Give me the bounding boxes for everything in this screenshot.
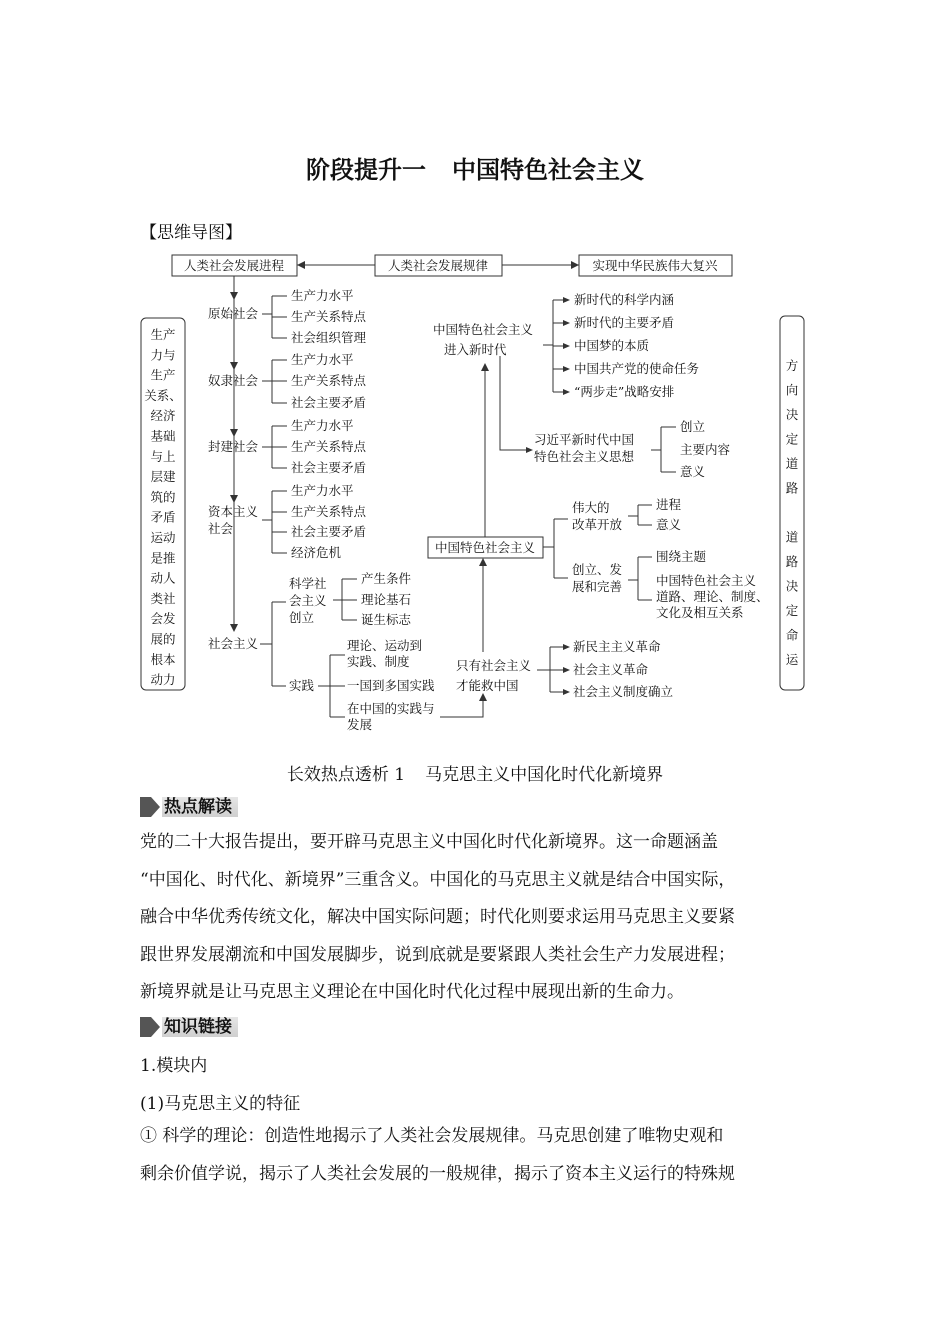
note-line: 生产 (150, 367, 176, 383)
new-era-name: 进入新时代 (444, 342, 507, 357)
note-line: 与上 (150, 448, 176, 464)
mindmap-label: 【思维导图】 (140, 223, 242, 243)
top-left-text: 人类社会发展进程 (183, 258, 285, 273)
note-line: 定 (785, 431, 799, 447)
hotspot-line: 融合中华优秀传统文化，解决中国实际问题；时代化则要求运用马克思主义要紧 (140, 907, 735, 927)
development-item: 道路、理论、制度、 (656, 589, 769, 604)
title-part1: 阶段提升一 (306, 156, 426, 184)
cs-box-text: 中国特色社会主义 (434, 540, 536, 555)
stage-item: 生产力水平 (291, 418, 354, 433)
new-era-item: 中国共产党的使命任务 (574, 361, 700, 376)
note-line: 力与 (150, 347, 176, 363)
arrow-head (563, 667, 570, 673)
note-line: 动力 (150, 672, 176, 688)
only-socialism-item: 社会主义制度确立 (573, 684, 674, 699)
new-era-name: 中国特色社会主义 (433, 322, 534, 337)
hotspot-heading-text: 热点解读 (162, 797, 238, 817)
founding-name: 会主义 (289, 593, 327, 608)
stage-item: 生产关系特点 (291, 439, 367, 454)
stage-item: 经济危机 (291, 545, 342, 560)
title-part2: 中国特色社会主义 (452, 156, 644, 184)
reform-name: 伟大的 (572, 500, 610, 515)
line-to-xi-thought (500, 356, 530, 450)
development-item: 围绕主题 (656, 549, 707, 564)
arrow-head (479, 693, 487, 701)
arrow-head (563, 297, 570, 303)
stage-name: 封建社会 (208, 439, 259, 454)
xi-thought-name: 特色社会主义思想 (534, 449, 635, 464)
arrow-head (526, 447, 533, 453)
stage-item: 社会主要矛盾 (291, 395, 367, 410)
hotspot-line: 跟世界发展潮流和中国发展脚步，说到底就是要紧跟人类社会生产力发展进程； (140, 944, 735, 965)
note-line: 会发 (150, 611, 176, 627)
hotspot-line: 党的二十大报告提出，要开辟马克思主义中国化时代化新境界。这一命题涵盖 (140, 832, 718, 852)
subtitle-part2: 马克思主义中国化时代化新境界 (425, 765, 664, 785)
note-line: 经济 (150, 408, 176, 424)
practice-item: 在中国的实践与 (347, 701, 435, 716)
arrow-head (230, 624, 238, 632)
stage-name: 社会 (208, 521, 234, 536)
note-line: 决 (785, 578, 799, 594)
founding-item: 理论基石 (361, 592, 412, 607)
subtitle-part1: 长效热点透析 1 (286, 765, 406, 785)
knowledge-heading-text: 知识链接 (162, 1017, 238, 1037)
reform-item: 意义 (656, 517, 682, 532)
development-item: 文化及相互关系 (656, 605, 744, 620)
stage-name: 奴隶社会 (208, 373, 259, 388)
knowledge-sub1: 1.模块内 (140, 1056, 208, 1076)
section-subtitle (0, 760, 950, 785)
note-line: 关系、 (144, 387, 182, 403)
note-line: 道 (785, 529, 799, 545)
hotspot-heading (140, 796, 238, 818)
note-line: 生产 (150, 327, 176, 342)
knowledge-paragraph (140, 1118, 840, 1193)
stage-item: 生产力水平 (291, 352, 354, 367)
founding-item: 诞生标志 (361, 612, 412, 627)
note-line: 定 (785, 603, 799, 618)
founding-name: 科学社 (289, 576, 327, 591)
reform-name: 改革开放 (572, 517, 623, 532)
note-line: 展的 (150, 631, 176, 647)
xi-thought-name: 习近平新时代中国 (534, 432, 635, 447)
new-era-item: 中国梦的本质 (574, 338, 650, 353)
note-line: 方 (785, 358, 799, 373)
arrow-head (563, 366, 570, 372)
note-line: 运 (785, 652, 799, 667)
note-line: 是推 (150, 550, 176, 566)
only-socialism-name: 只有社会主义 (456, 658, 532, 673)
note-line: 决 (785, 407, 799, 422)
stage-item: 生产力水平 (291, 483, 354, 498)
knowledge-line: 剩余价值学说，揭示了人类社会发展的一般规律，揭示了资本主义运行的特殊规 (140, 1163, 735, 1184)
heading-marker-icon (140, 797, 160, 817)
development-name: 创立、发 (572, 562, 623, 577)
practice-name: 实践 (289, 678, 315, 693)
practice-item: 实践、制度 (347, 654, 410, 669)
arrow-head (563, 389, 570, 395)
hotspot-line: “中国化、时代化、新境界”三重含义。中国化的马克思主义就是结合中国实际， (140, 869, 736, 890)
arrow-head (563, 343, 570, 349)
stage-name: 原始社会 (208, 306, 259, 321)
arrow-head (479, 558, 487, 566)
knowledge-sub2: (1)马克思主义的特征 (140, 1094, 301, 1114)
knowledge-line: ① 科学的理论：创造性地揭示了人类社会发展规律。马克思创建了唯物史观和 (140, 1126, 724, 1146)
xi-thought-item: 意义 (680, 464, 706, 479)
note-line: 命 (785, 627, 799, 643)
arrow-head (481, 363, 489, 371)
arrow-head (563, 644, 570, 650)
note-line: 基础 (150, 428, 176, 444)
stage-name: 资本主义 (208, 504, 259, 519)
note-line: 运动 (150, 530, 176, 545)
practice-item: 理论、运动到 (347, 638, 423, 653)
new-era-item: 新时代的主要矛盾 (574, 315, 675, 330)
xi-thought-item: 主要内容 (680, 442, 731, 457)
arrow-practice-to-only (440, 697, 483, 717)
new-era-item: 新时代的科学内涵 (574, 292, 675, 307)
new-era-item: “两步走”战略安排 (574, 384, 675, 399)
stage-item: 生产关系特点 (291, 373, 367, 388)
practice-item: 发展 (347, 717, 373, 732)
note-line: 道 (785, 456, 799, 471)
socialism-name: 社会主义 (208, 636, 259, 651)
hotspot-paragraph (140, 824, 840, 1012)
note-line: 层建 (150, 469, 176, 485)
note-line: 筑的 (150, 489, 176, 505)
stage-item: 社会组织管理 (291, 330, 367, 345)
arrow-head (230, 362, 238, 370)
practice-item: 一国到多国实践 (347, 678, 435, 693)
founding-item: 产生条件 (361, 571, 412, 586)
stage-item: 生产力水平 (291, 288, 354, 303)
note-line: 向 (785, 382, 799, 398)
stage-item: 社会主要矛盾 (291, 460, 367, 475)
stage-item: 生产关系特点 (291, 504, 367, 519)
note-line: 类社 (150, 590, 176, 606)
development-name: 展和完善 (572, 579, 623, 594)
only-socialism-item: 新民主主义革命 (573, 639, 661, 654)
arrow-head (571, 261, 579, 269)
stage-item: 生产关系特点 (291, 309, 367, 324)
reform-item: 进程 (656, 497, 682, 512)
arrow-head (563, 320, 570, 326)
note-line: 动人 (150, 570, 176, 586)
note-line: 路 (785, 480, 799, 496)
hotspot-line: 新境界就是让马克思主义理论在中国化时代化过程中展现出新的生命力。 (140, 982, 684, 1002)
top-center-text: 人类社会发展规律 (387, 258, 489, 273)
founding-name: 创立 (289, 610, 315, 625)
heading-marker-icon (140, 1017, 160, 1037)
only-socialism-item: 社会主义革命 (573, 662, 649, 677)
xi-thought-item: 创立 (680, 419, 706, 434)
only-socialism-name: 才能救中国 (456, 678, 519, 693)
arrow-head (230, 429, 238, 437)
note-line: 矛盾 (150, 509, 176, 525)
arrow-head (297, 261, 305, 269)
stage-item: 社会主要矛盾 (291, 524, 367, 539)
arrow-head (563, 689, 570, 695)
note-line: 路 (785, 554, 799, 569)
arrow-head (230, 495, 238, 503)
arrow-head (230, 292, 238, 300)
top-right-text: 实现中华民族伟大复兴 (592, 258, 718, 273)
development-item: 中国特色社会主义 (656, 573, 757, 588)
note-line: 根本 (150, 651, 176, 667)
knowledge-heading (140, 1016, 238, 1038)
